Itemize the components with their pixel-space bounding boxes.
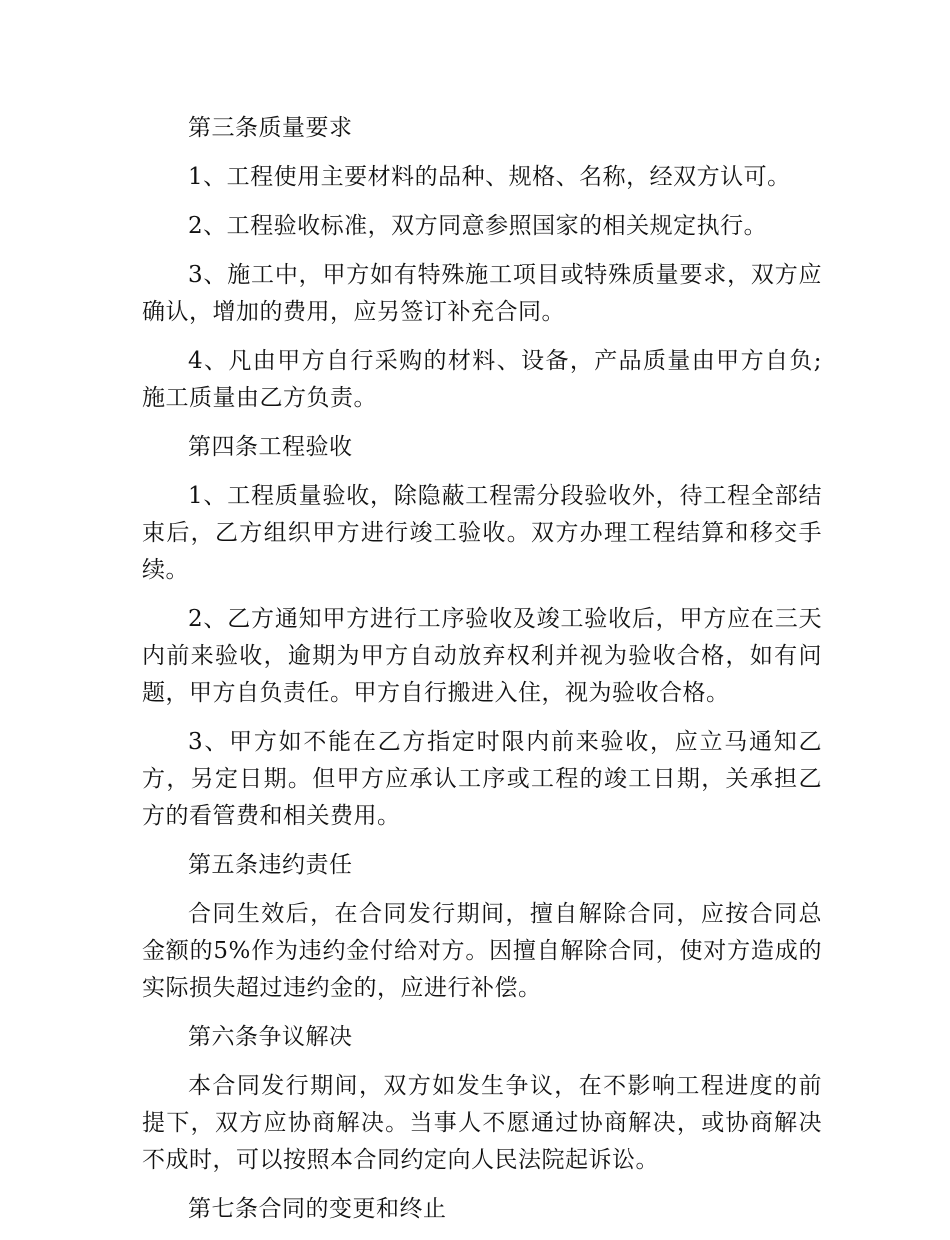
clause-4-2: 2、乙方通知甲方进行工序验收及竣工验收后，甲方应在三天内前来验收，逾期为甲方自动放弃权利并视为验收合格，如有问题，甲方自负责任。甲方自行搬进入住，视为验收合格。 — [142, 606, 822, 706]
clause-5-body: 合同生效后，在合同发行期间，擅自解除合同，应按合同总金额的5%作为违约金付给对方。因擅自解除合同，使对方造成的实际损失超过违约金的，应进行补偿。 — [142, 901, 822, 1001]
section-heading-6: 第六条争议解决 — [188, 1024, 353, 1050]
clause-4-3: 3、甲方如不能在乙方指定时限内前来验收，应立马通知乙方，另定日期。但甲方应承认工序或工程的竣工日期，关承担乙方的看管费和相关费用。 — [142, 729, 822, 829]
section-heading-4: 第四条工程验收 — [188, 434, 353, 460]
clause-3-3: 3、施工中，甲方如有特殊施工项目或特殊质量要求，双方应确认，增加的费用，应另签订补充合同。 — [142, 262, 822, 325]
clause-4-1: 1、工程质量验收，除隐蔽工程需分段验收外，待工程全部结束后，乙方组织甲方进行竣工验收。双方办理工程结算和移交手续。 — [142, 483, 822, 583]
clause-3-1: 1、工程使用主要材料的品种、规格、名称，经双方认可。 — [188, 164, 791, 190]
document-body — [142, 110, 822, 1240]
section-heading-5: 第五条违约责任 — [188, 852, 353, 878]
clause-6-body: 本合同发行期间，双方如发生争议，在不影响工程进度的前提下，双方应协商解决。当事人不愿通过协商解决，或协商解决不成时，可以按照本合同约定向人民法院起诉讼。 — [142, 1073, 822, 1173]
section-heading-3: 第三条质量要求 — [188, 115, 353, 141]
section-heading-7: 第七条合同的变更和终止 — [188, 1196, 447, 1222]
clause-3-2: 2、工程验收标准，双方同意参照国家的相关规定执行。 — [188, 213, 768, 239]
clause-3-4: 4、凡由甲方自行采购的材料、设备，产品质量由甲方自负;施工质量由乙方负责。 — [142, 348, 822, 411]
